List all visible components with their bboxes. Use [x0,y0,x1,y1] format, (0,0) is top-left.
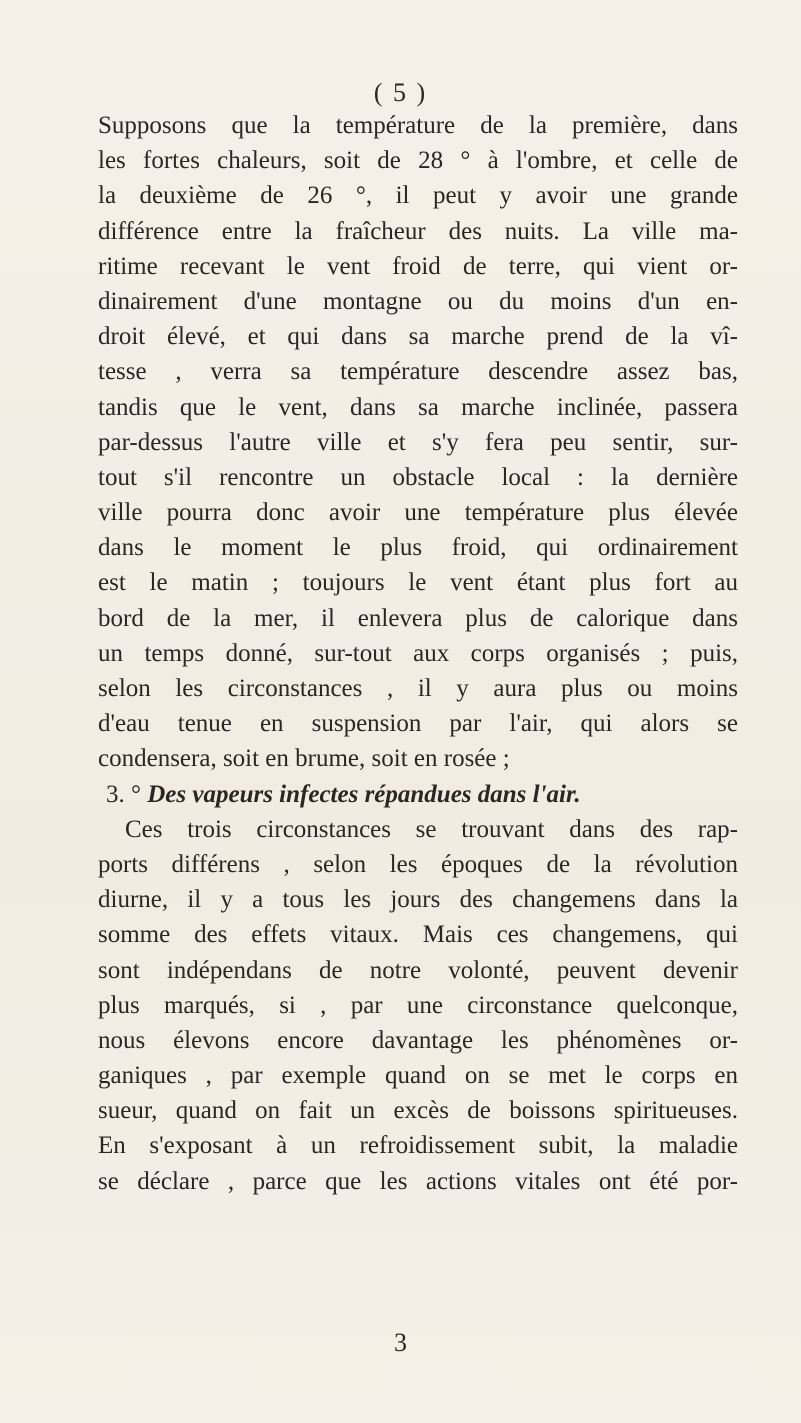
text-line: tandis que le vent, dans sa marche inclinée, passera [98,393,738,421]
section-heading [98,777,738,812]
text-line: bord de la mer, il enlevera plus de calorique dans [98,604,738,632]
body-text [98,108,738,1199]
signature-mark: 3 [394,1328,407,1357]
text-line: condensera, soit en brume, soit en rosée ; [98,745,510,773]
text-line: Ces trois circonstances se trouvant dans des rap- [125,815,738,843]
text-line: se déclare , parce que les actions vitales ont été por- [98,1167,738,1195]
text-line: Supposons que la température de la première, dans [98,112,738,139]
text-line: nous élevons encore davantage les phénomènes or- [98,1026,738,1054]
text-line: plus marqués, si , par une circonstance quelconque, [98,991,738,1019]
text-line: d'eau tenue en suspension par l'air, qui alors se [98,710,738,738]
text-line: ports différens , selon les époques de la révolution [98,850,738,878]
text-line: la deuxième de 26 °, il peut y avoir une grande [98,182,738,210]
text-line: dinairement d'une montagne ou du moins d'un en- [98,287,738,315]
text-line: est le matin ; toujours le vent étant plus fort au [98,569,738,597]
text-line: les fortes chaleurs, soit de 28 ° à l'ombre, et celle de [98,147,738,175]
text-line: sueur, quand on fait un excès de boissons spiritueuses. [98,1097,738,1125]
text-line: ritime recevant le vent froid de terre, qui vient or- [98,252,738,280]
section-title: Des vapeurs infectes répandues dans l'air. [147,780,581,808]
section-number: 3. ° [106,780,141,808]
text-line: par-dessus l'autre ville et s'y fera peu sentir, sur- [98,428,738,456]
page-number: ( 5 ) [373,78,428,107]
text-line: droit élevé, et qui dans sa marche prend de la vî- [98,323,738,351]
text-line: diurne, il y a tous les jours des changemens dans la [98,886,738,914]
text-line: ganiques , par exemple quand on se met le corps en [98,1062,738,1090]
text-line: sont indépendans de notre volonté, peuvent devenir [98,956,738,984]
text-line: selon les circonstances , il y aura plus ou moins [98,675,738,702]
text-line: somme des effets vitaux. Mais ces changemens, qui [98,921,738,949]
text-line: ville pourra donc avoir une température plus élevée [98,499,738,527]
text-line: tesse , verra sa température descendre assez bas, [98,358,738,386]
text-line: En s'exposant à un refroidissement subit, la maladie [98,1132,738,1160]
text-line: un temps donné, sur-tout aux corps organisés ; puis, [98,639,738,667]
text-line: dans le moment le plus froid, qui ordinairement [98,534,738,562]
text-line: différence entre la fraîcheur des nuits. La ville ma- [98,217,738,245]
text-line: tout s'il rencontre un obstacle local : la dernière [98,463,738,491]
